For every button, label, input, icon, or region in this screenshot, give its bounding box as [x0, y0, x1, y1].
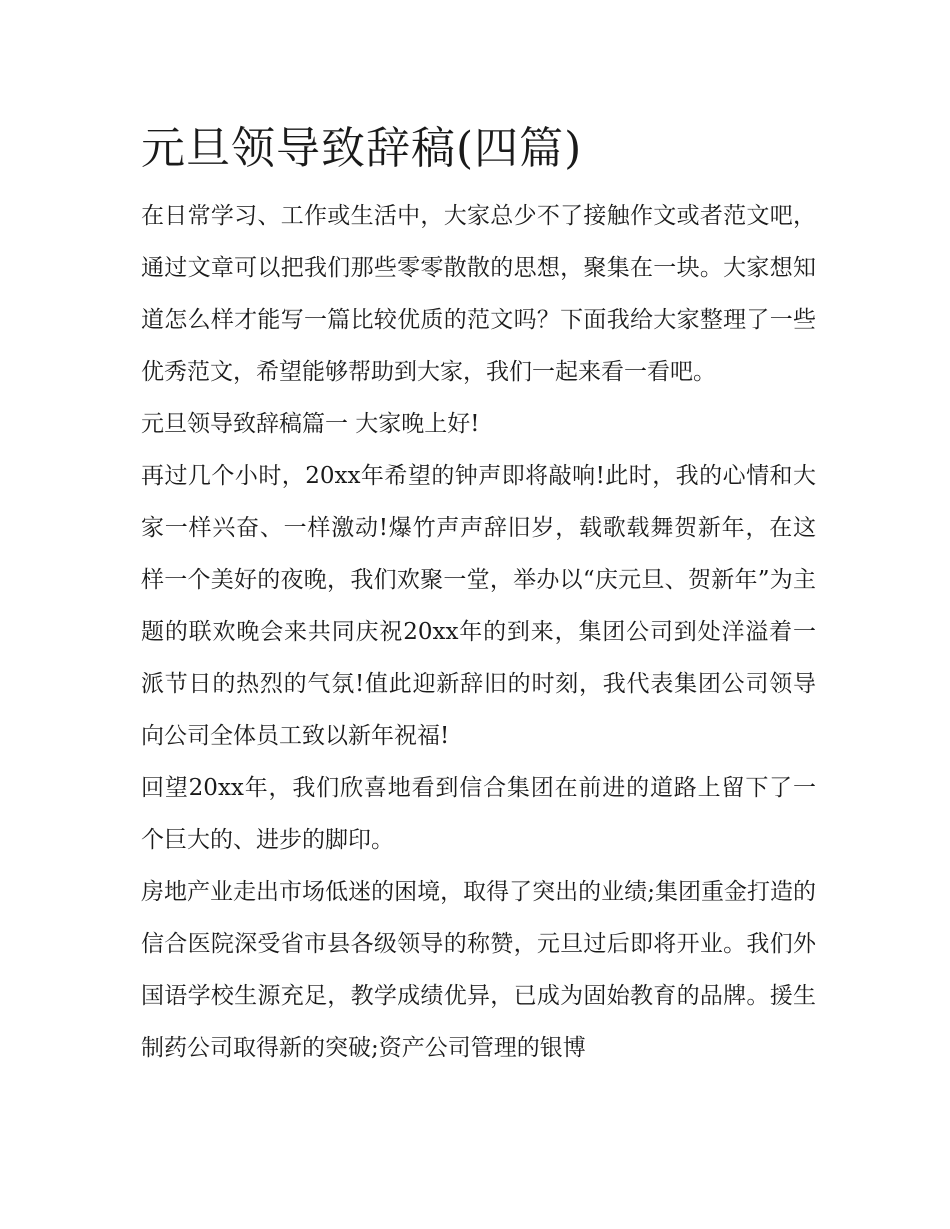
paragraph-review: 回望20xx年，我们欣喜地看到信合集团在前进的道路上留下了一个巨大的、进步的脚印。 [141, 775, 816, 853]
document-title: 元旦领导致辞稿(四篇) [141, 123, 583, 174]
document-body [141, 118, 816, 1074]
paragraph-achievements: 房地产业走出市场低迷的困境，取得了突出的业绩;集团重金打造的信合医院深受省市县各级领导的称赞，元旦过后即将开业。我们外国语学校生源充足，教学成绩优异，已成为固始教育的品牌。援生制药公司取得新的突破;资产公司管理的银博 [141, 879, 816, 1061]
paragraph-section-heading: 元旦领导致辞稿篇一 大家晚上好! [141, 411, 480, 437]
paragraph-new-year-greeting: 再过几个小时，20xx年希望的钟声即将敲响!此时，我的心情和大家一样兴奋、一样激动!爆竹声声辞旧岁，载歌载舞贺新年，在这样一个美好的夜晚，我们欢聚一堂，举办以“庆元旦、贺新年”为主题的联欢晚会来共同庆祝20xx年的到来，集团公司到处洋溢着一派节日的热烈的气氛!值此迎新辞旧的时刻，我代表集团公司领导向公司全体员工致以新年祝福! [141, 463, 816, 749]
paragraph-intro: 在日常学习、工作或生活中，大家总少不了接触作文或者范文吧，通过文章可以把我们那些零零散散的思想，聚集在一块。大家想知道怎么样才能写一篇比较优质的范文吗？下面我给大家整理了一些优秀范文，希望能够帮助到大家，我们一起来看一看吧。 [141, 203, 816, 385]
